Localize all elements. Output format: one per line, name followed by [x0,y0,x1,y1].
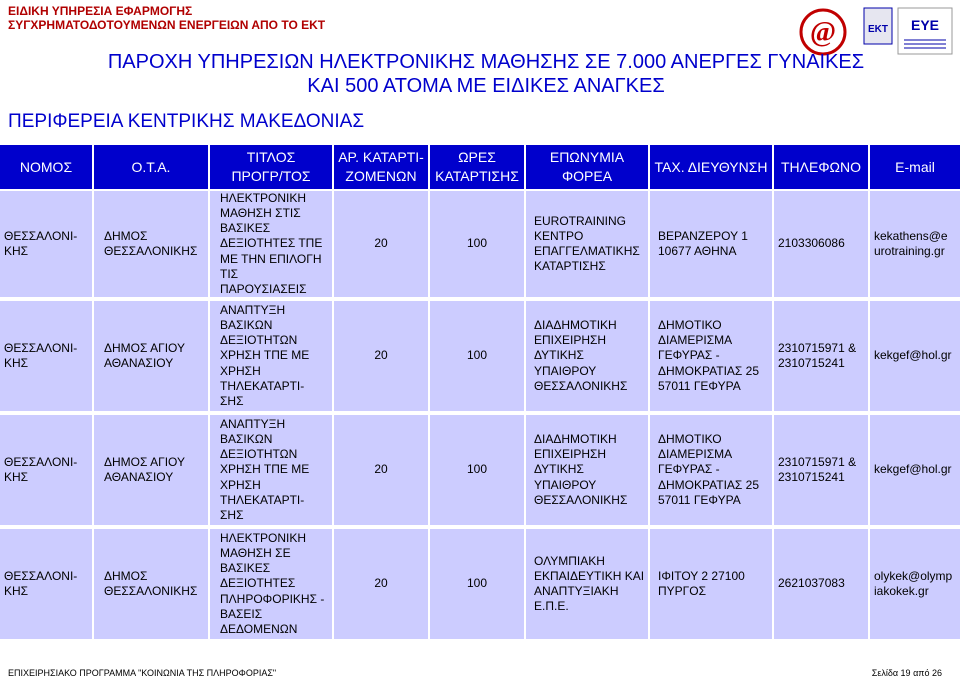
main-title-line1: ΠΑΡΟΧΗ ΥΠΗΡΕΣΙΩΝ ΗΛΕΚΤΡΟΝΙΚΗΣ ΜΑΘΗΣΗΣ ΣΕ 7.000 ΑΝΕΡΓΕΣ ΓΥΝΑΙΚΕΣ [107,51,865,73]
table-row [0,415,960,525]
cell-title: ΑΝΑΠΤΥΞΗ ΒΑΣΙΚΩΝ ΔΕΞΙΟΤΗΤΩΝ ΧΡΗΣΗ ΤΠΕ ΜΕ ΧΡΗΣΗ ΤΗΛΕΚΑΤΑΡΤΙ- ΣΗΣ [220,302,310,408]
table-row [0,191,960,297]
cell-nomos: ΘΕΣΣΑΛΟΝΙ- ΚΗΣ [4,454,78,484]
region-title: ΠΕΡΙΦΕΡΕΙΑ ΚΕΝΤΡΙΚΗΣ ΜΑΚΕΔΟΝΙΑΣ [8,111,365,132]
cell-address: ΒΕΡΑΝΖΕΡΟΥ 1 10677 ΑΘΗΝΑ [658,228,748,258]
footer-program: ΕΠΙΧΕΙΡΗΣΙΑΚΟ ΠΡΟΓΡΑΜΜΑ "ΚΟΙΝΩΝΙΑ ΤΗΣ ΠΛΗΡΟΦΟΡΙΑΣ" [8,668,277,678]
col-header-address: ΤΑΧ. ΔΙΕΥΘΥΝΣΗ [654,158,768,175]
cell-email: kekgef@hol.gr [874,462,952,477]
cell-title: ΗΛΕΚΤΡΟΝΙΚΗ ΜΑΘΗΣΗ ΣΤΙΣ ΒΑΣΙΚΕΣ ΔΕΞΙΟΤΗΤΕΣ ΤΠΕ ΜΕ ΤΗΝ ΕΠΙΛΟΓΗ ΤΙΣ ΠΑΡΟΥΣΙΑΣΕΙΣ [220,190,323,297]
svg-text:@: @ [809,17,837,48]
cell-phone: 2103306086 [778,236,845,251]
cell-hours: 100 [466,348,488,363]
cell-phone: 2621037083 [778,576,845,591]
cell-provider: ΔΙΑΔΗΜΟΤΙΚΗ ΕΠΙΧΕΙΡΗΣΗ ΔΥΤΙΚΗΣ ΥΠΑΙΘΡΟΥ ΘΕΣΣΑΛΟΝΙΚΗΣ [534,431,628,507]
cell-phone: 2310715971 & 2310715241 [778,454,857,484]
page-number: Σελίδα 19 από 26 [871,668,942,678]
cell-hours: 100 [466,236,488,251]
table-header-row [0,145,960,189]
cell-hours: 100 [466,576,488,591]
col-header-nomos: ΝΟΜΟΣ [19,158,73,175]
col-header-email: E-mail [895,158,935,175]
cell-trainees: 20 [374,348,388,363]
cell-email: olykek@olymp iakokek.gr [874,568,953,598]
cell-address: ΔΗΜΟΤΙΚΟ ΔΙΑΜΕΡΙΣΜΑ ΓΕΦΥΡΑΣ - ΔΗΜΟΚΡΑΤΙΑΣ 25 57011 ΓΕΦΥΡΑ [658,431,760,507]
cell-ota: ΔΗΜΟΣ ΘΕΣΣΑΛΟΝΙΚΗΣ [104,568,198,598]
cell-provider: EUROTRAINING ΚΕΝΤΡΟ ΕΠΑΓΓΕΛΜΑΤΙΚΗΣ ΚΑΤΑΡΤΙΣΗΣ [534,213,640,274]
col-header-title: ΤΙΤΛΟΣ ΠΡΟΓΡ/ΤΟΣ [231,149,311,184]
program-name-line2: ΣΥΓΧΡΗΜΑΤΟΔΟΤΟΥΜΕΝΩΝ ΕΝΕΡΓΕΙΩΝ ΑΠΟ ΤΟ ΕΚΤ [8,18,326,32]
cell-ota: ΔΗΜΟΣ ΘΕΣΣΑΛΟΝΙΚΗΣ [104,228,198,258]
cell-ota: ΔΗΜΟΣ ΑΓΙΟΥ ΑΘΑΝΑΣΙΟΥ [104,340,185,370]
cell-hours: 100 [466,462,488,477]
col-header-phone: ΤΗΛΕΦΩΝΟ [781,158,861,175]
cell-nomos: ΘΕΣΣΑΛΟΝΙ- ΚΗΣ [4,340,78,370]
cell-trainees: 20 [374,576,388,591]
table-row [0,529,960,639]
cell-provider: ΔΙΑΔΗΜΟΤΙΚΗ ΕΠΙΧΕΙΡΗΣΗ ΔΥΤΙΚΗΣ ΥΠΑΙΘΡΟΥ ΘΕΣΣΑΛΟΝΙΚΗΣ [534,317,628,393]
col-header-ota: Ο.Τ.Α. [131,158,171,175]
cell-trainees: 20 [374,236,388,251]
cell-nomos: ΘΕΣΣΑΛΟΝΙ- ΚΗΣ [4,228,78,258]
cell-title: ΑΝΑΠΤΥΞΗ ΒΑΣΙΚΩΝ ΔΕΞΙΟΤΗΤΩΝ ΧΡΗΣΗ ΤΠΕ ΜΕ ΧΡΗΣΗ ΤΗΛΕΚΑΤΑΡΤΙ- ΣΗΣ [220,416,310,522]
main-title-line2: ΚΑΙ 500 ΑΤΟΜΑ ΜΕ ΕΙΔΙΚΕΣ ΑΝΑΓΚΕΣ [307,75,665,97]
cell-trainees: 20 [374,462,388,477]
col-header-hours: ΩΡΕΣ ΚΑΤΑΡΤΙΣΗΣ [435,149,519,184]
table-row [0,301,960,411]
cell-address: ΔΗΜΟΤΙΚΟ ΔΙΑΜΕΡΙΣΜΑ ΓΕΦΥΡΑΣ - ΔΗΜΟΚΡΑΤΙΑΣ 25 57011 ΓΕΦΥΡΑ [658,317,760,393]
cell-nomos: ΘΕΣΣΑΛΟΝΙ- ΚΗΣ [4,568,78,598]
cell-email: kekgef@hol.gr [874,348,952,363]
cell-email: kekathens@e urotraining.gr [874,228,948,258]
svg-text:EKT: EKT [868,24,888,35]
cell-title: ΗΛΕΚΤΡΟΝΙΚΗ ΜΑΘΗΣΗ ΣΕ ΒΑΣΙΚΕΣ ΔΕΞΙΟΤΗΤΕΣ ΠΛΗΡΟΦΟΡΙΚΗΣ - ΒΑΣΕΙΣ ΔΕΔΟΜΕΝΩΝ [220,530,325,636]
cell-phone: 2310715971 & 2310715241 [778,340,857,370]
col-header-provider: ΕΠΩΝΥΜΙΑ ΦΟΡΕΑ [549,149,625,184]
col-header-trainees: ΑΡ. ΚΑΤΑΡΤΙ- ΖΟΜΕΝΩΝ [338,149,424,184]
cell-ota: ΔΗΜΟΣ ΑΓΙΟΥ ΑΘΑΝΑΣΙΟΥ [104,454,185,484]
svg-text:ΕΥΕ: ΕΥΕ [910,17,940,33]
program-name-line1: ΕΙΔΙΚΗ ΥΠΗΡΕΣΙΑ ΕΦΑΡΜΟΓΗΣ [8,4,193,18]
cell-address: ΙΦΙΤΟΥ 2 27100 ΠΥΡΓΟΣ [658,568,745,598]
cell-provider: ΟΛΥΜΠΙΑΚΗ ΕΚΠΑΙΔΕΥΤΙΚΗ ΚΑΙ ΑΝΑΠΤΥΞΙΑΚΗ Ε.Π.Ε. [534,553,645,614]
